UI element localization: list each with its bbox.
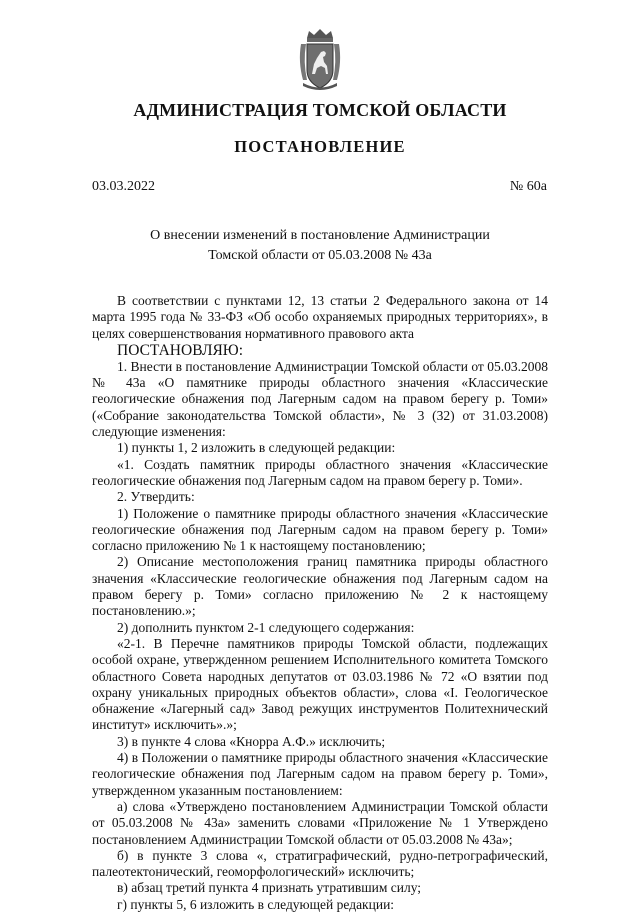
resolution-keyword: ПОСТАНОВЛЯЮ:	[117, 341, 244, 359]
body-paragraph: 2) дополнить пунктом 2-1 следующего содержания:	[117, 619, 415, 635]
body-paragraph: 1) Положение о памятнике природы областного значения «Классические геологические обнажения под Лагерным садом на правом берегу р. Томи» согласно приложению № 1 к настоящему постановлению;	[92, 505, 548, 554]
document-body	[92, 293, 548, 913]
body-paragraph: г) пункты 5, 6 изложить в следующей редакции:	[117, 896, 395, 912]
body-paragraph: «1. Создать памятник природы областного значения «Классические геологические обнажения под Лагерным садом на правом берегу р. Томи».	[92, 456, 548, 488]
document-subject	[120, 226, 520, 266]
document-date: 03.03.2022	[92, 179, 155, 194]
body-paragraph: 1) пункты 1, 2 изложить в следующей редакции:	[117, 440, 396, 456]
organization-title: АДМИНИСТРАЦИЯ ТОМСКОЙ ОБЛАСТИ	[133, 100, 507, 120]
preamble-paragraph: В соответствии с пунктами 12, 13 статьи 2 Федерального закона от 14 марта 1995 года № 33-ФЗ «Об особо охраняемых природных территориях», в целях совершенствования нормативного правового акта	[92, 293, 548, 341]
document-number: № 60а	[509, 179, 547, 194]
body-paragraph: б) в пункте 3 слова «, стратиграфический, рудно-петрографический, палеотектонический, геоморфологический» исключить;	[92, 847, 548, 880]
body-paragraph: 3) в пункте 4 слова «Кнорра А.Ф.» исключить;	[117, 733, 386, 749]
subject-line: О внесении изменений в постановление Администрации	[150, 228, 490, 243]
subject-line: Томской области от 05.03.2008 № 43а	[208, 248, 432, 263]
body-paragraph: 2. Утвердить:	[117, 489, 195, 505]
body-paragraph: а) слова «Утверждено постановлением Администрации Томской области от 05.03.2008 № 43а» заменить словами «Приложение № 1 Утверждено постановлением Администрации Томской области от 05.03.2008 № 43а»;	[92, 798, 548, 847]
tomsk-oblast-coat-of-arms-icon	[297, 28, 343, 92]
body-paragraph: «2-1. В Перечне памятников природы Томской области, подлежащих особой охране, утвержденном решением Исполнительного комитета Томского областного Совета народных депутатов от 03.03.1986 № 72 «О взятии под охрану уникальных природных объектов области», слова «I. Геологическое обнажение «Лагерный сад» Завод режущих инструментов Политехнический институт» исключить».»;	[92, 635, 548, 733]
body-paragraph: 4) в Положении о памятнике природы областного значения «Классические геологические обнажения под Лагерным садом на правом берегу р. Томи», утвержденном указанным постановлением:	[92, 750, 548, 798]
body-paragraph: 1. Внести в постановление Администрации Томской области от 05.03.2008 № 43а «О памятнике природы областного значения «Классические геологические обнажения под Лагерным садом на правом берегу р. Томи» («Собрание законодательства Томской области», № 3 (32) от 31.03.2008) следующие изменения:	[92, 358, 548, 440]
document-type: ПОСТАНОВЛЕНИЕ	[234, 137, 406, 156]
body-paragraph: 2) Описание местоположения границ памятника природы областного значения «Классические геологические обнажения под Лагерным садом на правом берегу р. Томи» согласно приложению № 2 к настоящему постановлению.»;	[92, 554, 548, 619]
body-paragraph: в) абзац третий пункта 4 признать утратившим силу;	[117, 880, 422, 896]
